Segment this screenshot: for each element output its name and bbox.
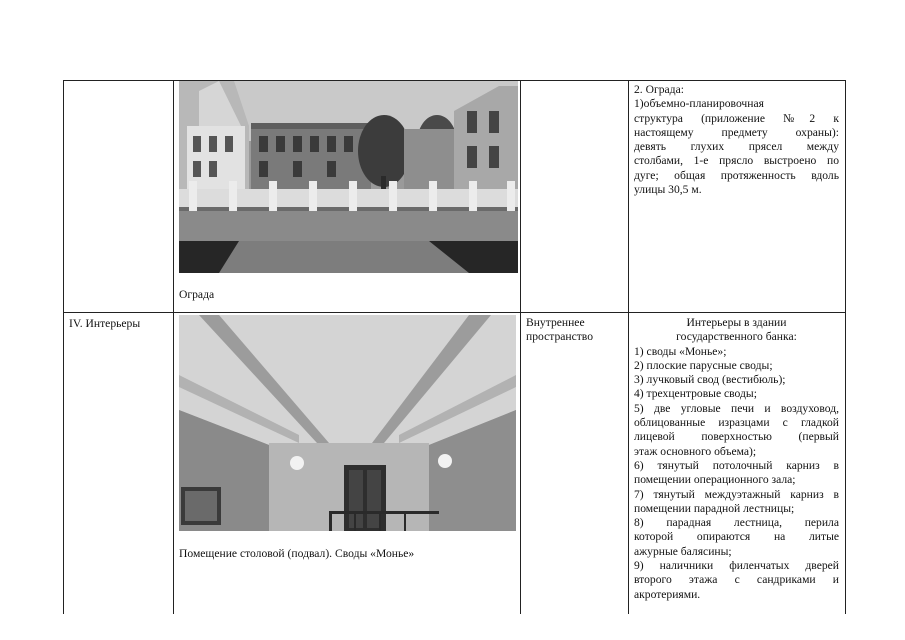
description-line: дуге; общая протяженность вдоль [634, 168, 839, 182]
description-line: второго этажа с сандриками и [634, 573, 839, 587]
element-type-line: пространство [526, 330, 593, 344]
description-line: 1)объемно-планировочная [634, 97, 764, 111]
description-line: этаж основного объема); [634, 444, 757, 458]
description-cell [634, 316, 839, 602]
description-line: 4) трехцентровые своды; [634, 387, 757, 401]
description-line: улицы 30,5 м. [634, 183, 702, 197]
description-line: помещении операционного зала; [634, 473, 796, 487]
description-line: 2. Ограда: [634, 83, 684, 96]
table-border-right [845, 80, 846, 614]
description-line: акротериями. [634, 587, 701, 601]
description-line: 8) парадная лестница, перила [634, 516, 839, 530]
description-line: 9) наличники филенчатых дверей [634, 559, 839, 573]
table-column-divider [520, 80, 521, 614]
element-type-cell [526, 316, 622, 345]
description-line: настоящему предмету охраны): [634, 125, 839, 139]
description-line: 6) тянутый потолочный карниз в [634, 458, 839, 472]
fence-photo [179, 81, 518, 273]
description-line: которой опираются на литые [634, 530, 839, 544]
photo-caption: Ограда [179, 288, 215, 301]
description-line: ажурные балясины; [634, 544, 732, 558]
description-line: структура (приложение №2 к [634, 111, 839, 125]
description-line: 7) тянутый междуэтажный карниз в [634, 487, 839, 501]
description-cell [634, 83, 839, 197]
protection-subject-table [63, 80, 846, 614]
description-line: облицованные изразцами с гладкой [634, 416, 839, 430]
table-column-divider [173, 80, 174, 614]
description-line: 1) своды «Монье»; [634, 344, 727, 358]
table-border-left [63, 80, 64, 614]
description-line: 3) лучковый свод (вестибюль); [634, 373, 786, 387]
description-line: столбами, 1-е прясло выстроено по [634, 154, 839, 168]
element-type-line: Внутреннее [526, 316, 585, 329]
photo-caption: Помещение столовой (подвал). Своды «Монье» [179, 547, 415, 560]
description-line: 2) плоские парусные своды; [634, 358, 773, 372]
table-column-divider [628, 80, 629, 614]
description-title: Интерьеры в здании [686, 316, 787, 329]
vaults-photo [179, 315, 516, 531]
description-line: лицевой поверхностью (первый [634, 430, 839, 444]
description-line: помещении парадной лестницы; [634, 501, 795, 515]
description-line: 5) две угловые печи и воздуховод, [634, 401, 839, 415]
description-title: государственного банка: [676, 330, 797, 344]
table-row-divider [63, 312, 846, 313]
section-cell: IV. Интерьеры [69, 317, 141, 330]
description-line: девять глухих прясел между [634, 140, 839, 154]
